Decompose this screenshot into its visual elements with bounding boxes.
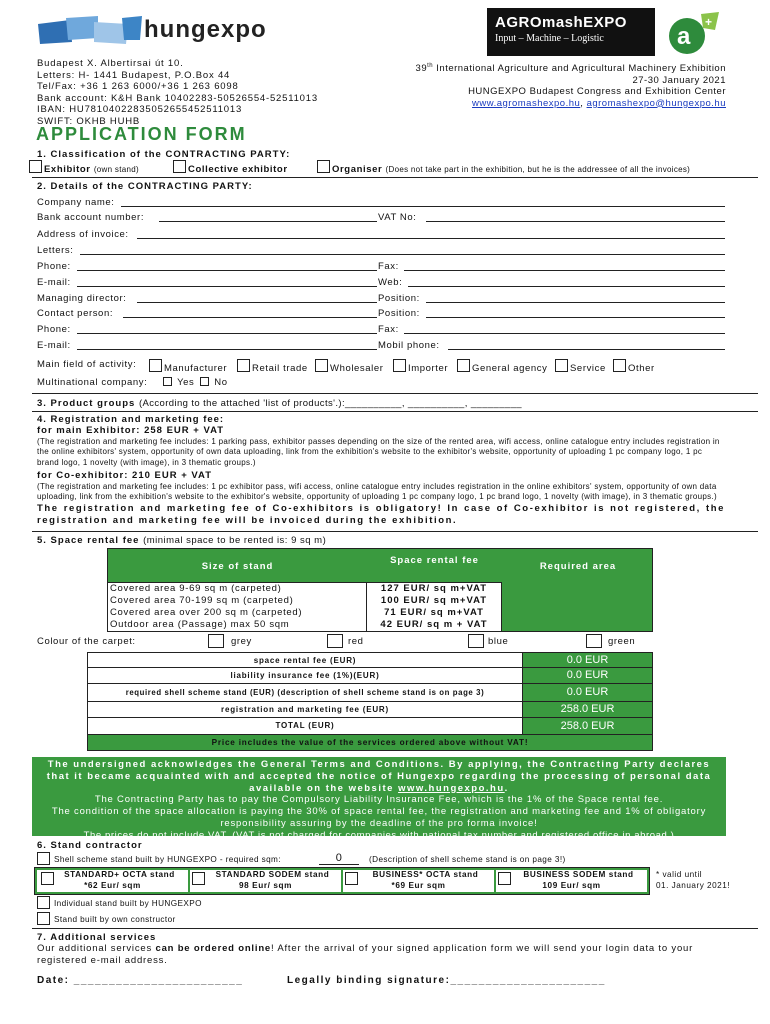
activity-importer[interactable] <box>393 359 448 374</box>
stand-options <box>34 867 650 895</box>
event-email-link[interactable]: agromashexpo@hungexpo.hu <box>586 97 726 109</box>
multinational-label: Multinational company: <box>37 377 148 388</box>
mobil-row <box>378 340 725 351</box>
summary-label: TOTAL (EUR) <box>87 718 523 735</box>
letters-input[interactable] <box>80 245 725 255</box>
mobil-input[interactable] <box>448 340 725 350</box>
organiser-option[interactable] <box>317 160 690 175</box>
activity-checkbox[interactable] <box>613 359 626 372</box>
space-row-fee: 71 EUR/ sq m+VAT <box>384 607 484 618</box>
contact-person-row <box>37 308 377 319</box>
stand-checkbox[interactable] <box>41 872 54 885</box>
activity-checkbox[interactable] <box>457 359 470 372</box>
carpet-colour-label: Colour of the carpet: <box>37 636 136 647</box>
exhibitor-checkbox[interactable] <box>29 160 42 173</box>
date-field[interactable]: Date: ________________________ <box>37 975 244 986</box>
section-3-title: 3. Product groups <box>37 398 136 409</box>
svg-text:+: + <box>705 15 713 29</box>
agromashexpo-logo <box>487 8 724 58</box>
summary-row <box>87 684 653 702</box>
activity-option-label: Service <box>570 363 606 374</box>
phone-label: Phone: <box>37 261 71 272</box>
company-name-input[interactable] <box>121 197 725 207</box>
section-divider <box>32 411 758 412</box>
space-row-fee: 42 EUR/ sq m + VAT <box>380 619 488 630</box>
activity-retail[interactable] <box>237 359 308 374</box>
stand-name: STANDARD+ OCTA stand <box>64 870 175 879</box>
section-divider <box>32 531 758 532</box>
position-row <box>378 293 725 304</box>
stand-price: *62 Eur/ sqm <box>84 880 141 890</box>
collective-exhibitor-checkbox[interactable] <box>173 160 186 173</box>
event-number: 39 <box>415 63 428 75</box>
space-table-header-size: Size of stand <box>201 561 274 572</box>
multinational-yes[interactable] <box>163 377 194 388</box>
summary-value: 0.0 EUR <box>523 668 653 684</box>
carpet-colour-row <box>37 634 737 650</box>
event-number-suffix: th <box>427 63 434 69</box>
carpet-grey-label: grey <box>231 636 252 647</box>
address-invoice-label: Address of invoice: <box>37 229 129 240</box>
section-1-title: 1. Classification of the CONTRACTING PARTY: <box>37 149 291 160</box>
letters-label: Letters: <box>37 245 74 256</box>
section-4 <box>37 414 725 527</box>
stand-option[interactable] <box>37 870 190 892</box>
bank-account-label: Bank account number: <box>37 212 145 223</box>
section-5-title: 5. Space rental fee <box>37 535 140 546</box>
contact-person-label: Contact person: <box>37 308 114 319</box>
activity-option-label: General agency <box>472 363 548 374</box>
vat-no-row <box>378 212 725 223</box>
organiser-checkbox[interactable] <box>317 160 330 173</box>
price-note: Price includes the value of the services ordered above without VAT! <box>87 735 653 751</box>
shell-scheme-checkbox[interactable] <box>37 852 50 865</box>
contact-person-input[interactable] <box>123 308 377 318</box>
co-exhibitor-fee: for Co-exhibitor: 210 EUR + VAT <box>37 469 213 481</box>
fax-input[interactable] <box>404 261 725 271</box>
summary-label: required shell scheme stand (EUR) (description of shell scheme stand is on page 3) <box>87 684 523 702</box>
event-venue: HUNGEXPO Budapest Congress and Exhibition Center <box>468 86 726 98</box>
summary-row <box>87 652 653 668</box>
carpet-green-label: green <box>608 636 636 647</box>
activity-row <box>37 359 767 374</box>
phone-row <box>37 261 377 272</box>
terms-paragraph: The Contracting Party has to pay the Compulsory Liability Insurance Fee, which is the 1% of the Space rental fee. <box>94 794 664 806</box>
email2-input[interactable] <box>77 340 377 350</box>
activity-label: Main field of activity: <box>37 359 137 370</box>
fax2-row <box>378 324 725 335</box>
collective-exhibitor-option[interactable] <box>173 160 288 175</box>
address-line: IBAN: HU78104022835052655452511013 <box>37 104 243 116</box>
summary-row <box>87 702 653 718</box>
activity-checkbox[interactable] <box>393 359 406 372</box>
valid-note-line: 01. January 2021! <box>656 880 731 890</box>
space-row-size: Covered area 70-199 sq m (carpeted) <box>110 595 294 606</box>
main-exhibitor-fee: for main Exhibitor: 258 EUR + VAT <box>37 425 225 436</box>
email2-row <box>37 340 377 351</box>
multinational-no[interactable] <box>200 377 228 388</box>
event-links <box>416 98 726 110</box>
section-divider <box>32 928 758 929</box>
valid-note-line: * valid until <box>656 870 703 879</box>
space-table-size-column <box>108 582 367 631</box>
activity-general-agency[interactable] <box>457 359 547 374</box>
own-constructor-label: Stand built by own constructor <box>54 915 176 924</box>
own-constructor-checkbox[interactable] <box>37 912 50 925</box>
activity-wholesaler[interactable] <box>315 359 384 374</box>
company-name-label: Company name: <box>37 197 115 208</box>
address-line: Bank account: K&H Bank 10402283-50526554-52511013 <box>37 92 318 104</box>
no-checkbox[interactable] <box>200 377 209 386</box>
stand-name: STANDARD SODEM stand <box>215 870 330 879</box>
organiser-note: (Does not take part in the exhibition, but he is the addressee of all the invoices) <box>385 165 691 174</box>
stand-option[interactable] <box>190 870 343 892</box>
bank-account-input[interactable] <box>159 212 377 222</box>
shell-sqm-input[interactable]: 0 <box>319 852 359 865</box>
activity-manufacturer[interactable] <box>149 359 227 374</box>
activity-checkbox[interactable] <box>149 359 162 372</box>
stand-price: 109 Eur/ sqm <box>542 880 601 890</box>
shell-scheme-row <box>37 852 737 866</box>
position2-row <box>378 308 725 319</box>
vat-no-label: VAT No: <box>378 212 417 223</box>
email2-label: E-mail: <box>37 340 71 351</box>
summary-value: 258.0 EUR <box>523 702 653 718</box>
address-line: Letters: H- 1441 Budapest, P.O.Box 44 <box>37 69 231 81</box>
individual-stand-row <box>37 896 337 910</box>
individual-stand-checkbox[interactable] <box>37 896 50 909</box>
section-divider <box>32 177 758 178</box>
space-row-size: Outdoor area (Passage) max 50 sqm <box>110 619 290 630</box>
activity-service[interactable] <box>555 359 606 374</box>
event-info <box>416 61 726 109</box>
services-text-c: ! After the arrival of your signed application form we will send your login data to your registered e-mail address. <box>37 943 694 966</box>
position-label: Position: <box>378 293 420 304</box>
fax-row <box>378 261 725 272</box>
space-row-fee: 127 EUR/ sq m+VAT <box>380 583 488 594</box>
agromashexpo-subtitle: Input – Machine – Logistic <box>495 33 604 44</box>
valid-note <box>656 870 730 891</box>
terms-link[interactable]: www.hungexpo.hu <box>398 782 505 794</box>
terms-declaration <box>36 759 722 794</box>
required-area-input[interactable] <box>502 582 652 631</box>
bank-account-row <box>37 212 377 223</box>
summary-label: space rental fee (EUR) <box>87 652 523 668</box>
stand-option[interactable] <box>343 870 496 892</box>
fax-label: Fax: <box>378 261 399 272</box>
managing-director-row <box>37 293 377 304</box>
section-4-title: 4. Registration and marketing fee: <box>37 414 225 425</box>
address-line: SWIFT: OKHB HUHB <box>37 115 141 127</box>
space-rental-table <box>107 548 653 632</box>
activity-option-label: Manufacturer <box>164 363 228 374</box>
carpet-red-label: red <box>348 636 364 647</box>
address-line: Tel/Fax: +36 1 263 6000/+36 1 263 6098 <box>37 81 239 93</box>
agromashexpo-banner <box>487 8 655 56</box>
terms-paragraph: The condition of the space allocation is paying the 30% of space rental fee, the registration and marketing fee and 1% of obligatory responsibility assuring by the deadline of the pro forma invoice! <box>51 806 707 829</box>
web-row <box>378 277 725 288</box>
exhibitor-note: (own stand) <box>93 165 139 174</box>
activity-checkbox[interactable] <box>237 359 250 372</box>
space-row-size: Covered area over 200 sq m (carpeted) <box>110 607 303 618</box>
stand-name: BUSINESS* OCTA stand <box>372 870 479 879</box>
fee-summary-table <box>87 652 653 751</box>
agromashexpo-emblem-icon <box>663 8 723 58</box>
stand-checkbox[interactable] <box>345 872 358 885</box>
letters-row <box>37 245 725 256</box>
hungexpo-logo-text: hungexpo <box>144 16 267 43</box>
stand-option[interactable] <box>496 870 647 892</box>
phone2-input[interactable] <box>77 324 377 334</box>
email-row <box>37 277 377 288</box>
carpet-grey-checkbox[interactable] <box>208 634 224 648</box>
fax2-label: Fax: <box>378 324 399 335</box>
main-exhibitor-fee-text: (The registration and marketing fee includes: 1 parking pass, exhibitor passes depending on the size of the rented area, wifi access, online catalogue entry includes registration in the online exhibitors' system, opportunity of own data uploading, link from the exhibition's website to the exhibitor's website, opportunity of uploading 1 pc company logo, 1 pc brand logo, 1 novelty (with image), in 3 thematic groups.) <box>37 437 720 467</box>
phone-input[interactable] <box>77 261 377 271</box>
address-invoice-row <box>37 229 725 240</box>
exhibitor-option[interactable] <box>29 160 139 175</box>
web-label: Web: <box>378 277 403 288</box>
section-divider <box>32 393 758 394</box>
services-text-online: can be ordered online <box>155 943 271 954</box>
yes-checkbox[interactable] <box>163 377 172 386</box>
email-input[interactable] <box>77 277 377 287</box>
multinational-row <box>37 377 337 388</box>
event-title: International Agriculture and Agricultural Machinery Exhibition <box>436 63 726 75</box>
individual-stand-label: Individual stand built by HUNGEXPO <box>54 899 202 908</box>
address-line: Budapest X. Albertirsai út 10. <box>37 58 184 69</box>
additional-services-text <box>37 943 727 967</box>
managing-director-label: Managing director: <box>37 293 127 304</box>
stand-checkbox[interactable] <box>192 872 205 885</box>
space-table-fee-column <box>367 582 502 631</box>
stand-price: 98 Eur/ sqm <box>238 880 292 890</box>
hungexpo-logo-icon <box>36 14 146 48</box>
exhibitor-label: Exhibitor <box>44 164 91 175</box>
carpet-red-checkbox[interactable] <box>327 634 343 648</box>
activity-option-label: Importer <box>408 363 449 374</box>
summary-value: 0.0 EUR <box>523 652 653 668</box>
section-7-title: 7. Additional services <box>37 932 157 943</box>
managing-director-input[interactable] <box>137 293 377 303</box>
position-input[interactable] <box>426 293 725 303</box>
no-label: No <box>214 377 228 388</box>
phone2-label: Phone: <box>37 324 71 335</box>
agromashexpo-title: AGROmashEXPO <box>495 14 627 31</box>
yes-label: Yes <box>177 377 195 388</box>
position2-input[interactable] <box>426 308 725 318</box>
svg-text:a: a <box>677 23 691 50</box>
summary-label: liability insurance fee (1%)(EUR) <box>87 668 523 684</box>
position2-label: Position: <box>378 308 420 319</box>
vat-no-input[interactable] <box>426 212 725 222</box>
activity-option-label: Wholesaler <box>330 363 384 374</box>
activity-checkbox[interactable] <box>315 359 328 372</box>
summary-value: 0.0 EUR <box>523 684 653 702</box>
co-exhibitor-fee-text: (The registration and marketing fee includes: 1 pc exhibitor pass, wifi access, online catalogue entry includes registration in the online exhibitors' system, opportunity of own data uploading, link from the exhibition's website to the exhibitor's website, opportunity of uploading 1 pc company logo, 1 pc brand logo, 1 novelty (with image), in 3 thematic groups.) <box>37 481 717 502</box>
company-address <box>37 58 318 128</box>
terms-declaration-text: The undersigned acknowledges the General Terms and Conditions. By applying, the Contracting Party declares that it became acquainted with and accepted the notice of Hungexpo regarding the processing of personal data available on the website <box>46 759 712 794</box>
signature-field[interactable]: Legally binding signature:______________________ <box>287 975 606 986</box>
shell-scheme-note: (Description of shell scheme stand is on page 3!) <box>369 855 566 864</box>
space-row-size: Covered area 9-69 sq m (carpeted) <box>110 583 282 594</box>
company-name-row <box>37 197 725 208</box>
co-exhibitor-obligatory-note: The registration and marketing fee of Co-exhibitors is obligatory! In case of Co-exhibitor is not registered, the registration and marketing fee will be invoiced during the exhibition. <box>37 503 725 527</box>
services-text-a: Our additional services <box>37 943 153 954</box>
summary-row <box>87 668 653 684</box>
section-5 <box>37 535 326 546</box>
summary-label: registration and marketing fee (EUR) <box>87 702 523 718</box>
shell-scheme-label: Shell scheme stand built by HUNGEXPO - required sqm: <box>54 855 281 864</box>
summary-value: 258.0 EUR <box>523 718 653 735</box>
activity-checkbox[interactable] <box>555 359 568 372</box>
section-2-title: 2. Details of the CONTRACTING PARTY: <box>37 181 253 192</box>
event-dates: 27-30 January 2021 <box>632 74 726 86</box>
form-title: APPLICATION FORM <box>36 124 247 144</box>
section-6-title: 6. Stand contractor <box>37 840 143 851</box>
product-groups-note[interactable]: (According to the attached 'list of products'.):__________, __________, _________ <box>138 398 522 409</box>
activity-option-label: Other <box>628 363 655 374</box>
stand-checkbox[interactable] <box>498 872 511 885</box>
carpet-green-checkbox[interactable] <box>586 634 602 648</box>
organiser-label: Organiser <box>332 164 383 175</box>
stand-price: *69 Eur sqm <box>391 880 446 890</box>
address-invoice-input[interactable] <box>137 229 725 239</box>
fax2-input[interactable] <box>404 324 725 334</box>
summary-row <box>87 718 653 735</box>
email-label: E-mail: <box>37 277 71 288</box>
activity-other[interactable] <box>613 359 655 374</box>
carpet-blue-checkbox[interactable] <box>468 634 484 648</box>
collective-exhibitor-label: Collective exhibitor <box>188 164 288 175</box>
activity-option-label: Retail trade <box>252 363 308 374</box>
own-constructor-row <box>37 912 337 926</box>
stand-name: BUSINESS SODEM stand <box>523 870 634 879</box>
terms-dot: . <box>504 782 509 794</box>
space-row-fee: 100 EUR/ sq m+VAT <box>380 595 488 606</box>
section-5-note: (minimal space to be rented is: 9 sq m) <box>143 535 327 546</box>
carpet-blue-label: blue <box>488 636 509 647</box>
terms-paragraph: The prices do not include VAT. (VAT is not charged for companies with national tax number and registered office in abroad.) <box>83 829 675 841</box>
space-table-header-area: Required area <box>539 561 617 572</box>
section-3 <box>37 398 522 409</box>
hungexpo-logo <box>36 14 286 50</box>
phone2-row <box>37 324 377 335</box>
event-link-separator: , <box>580 97 584 109</box>
event-website-link[interactable]: www.agromashexpo.hu <box>472 97 581 109</box>
event-title-line <box>416 61 726 75</box>
space-table-header-fee: Space rental fee <box>390 555 479 566</box>
web-input[interactable] <box>408 277 725 287</box>
terms-block <box>32 757 726 841</box>
mobil-label: Mobil phone: <box>378 340 440 351</box>
